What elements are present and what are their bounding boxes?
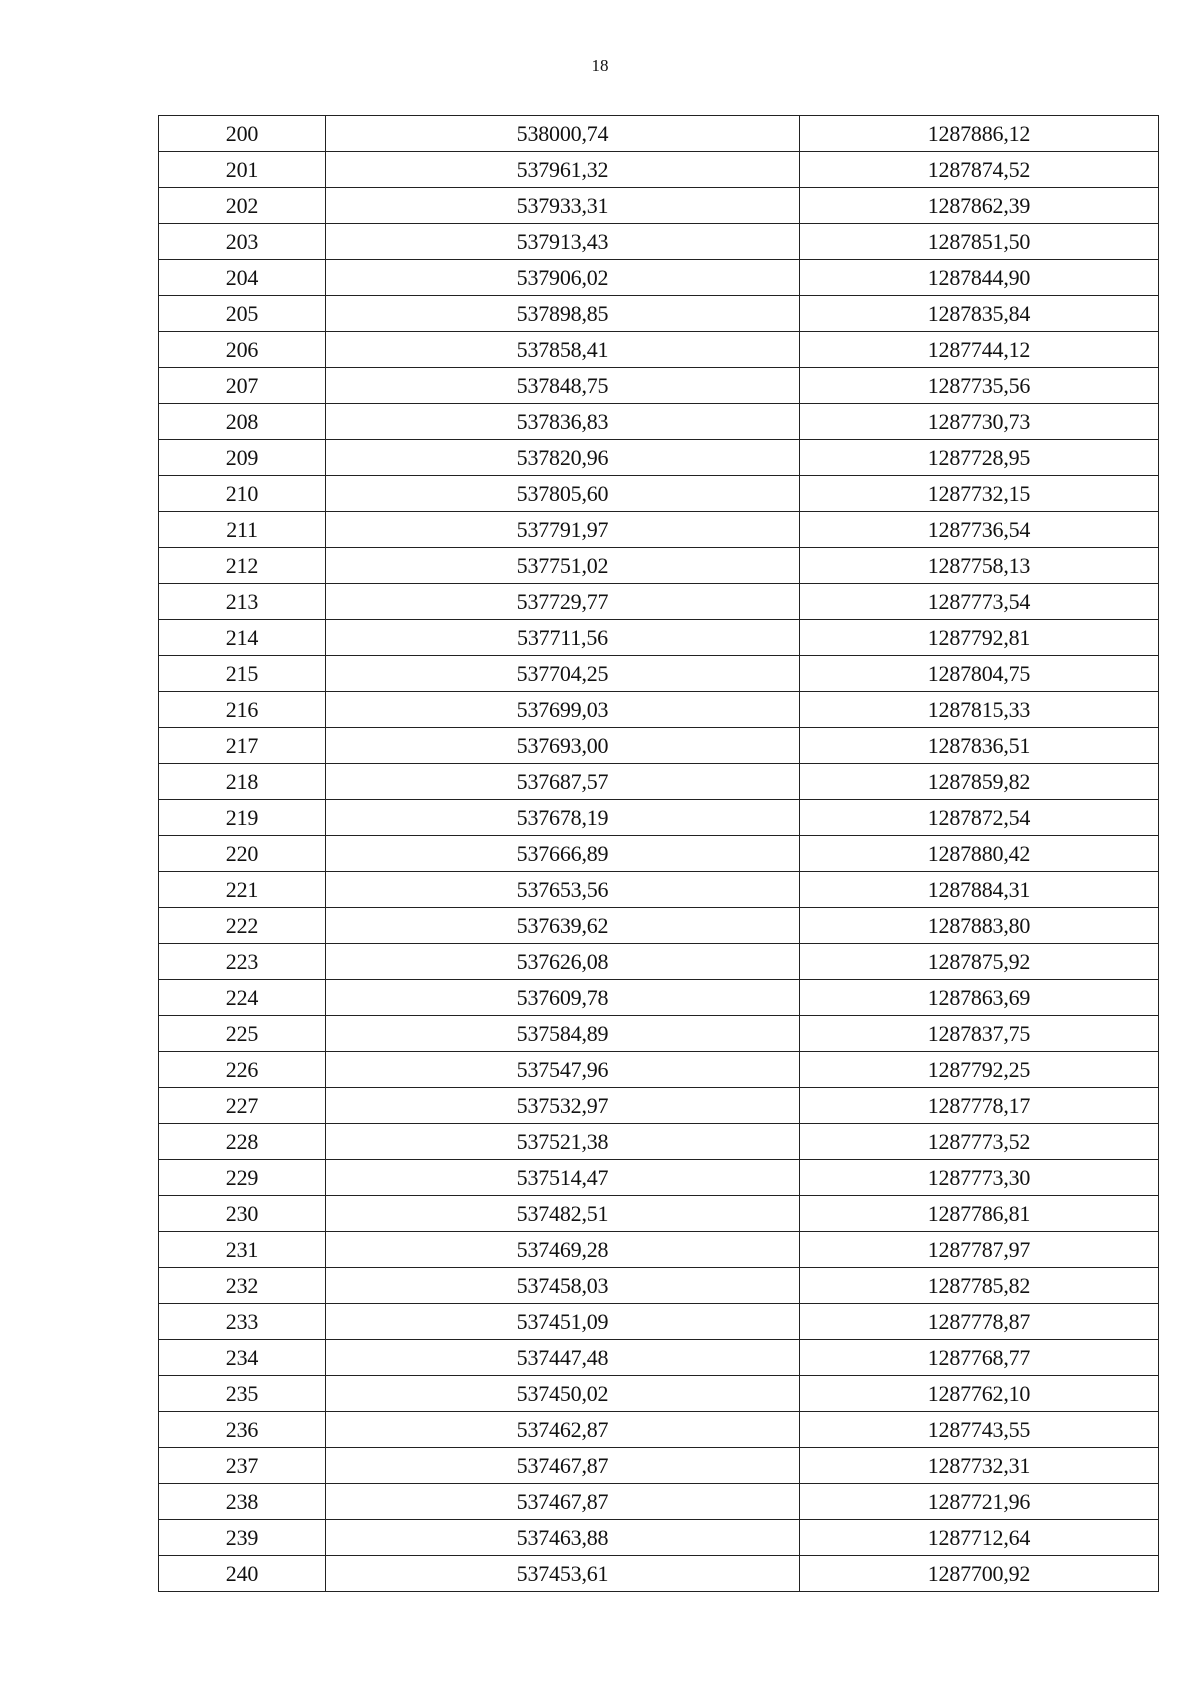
table-row [159, 620, 1159, 656]
point-number-cell: 237 [159, 1448, 326, 1484]
table-row [159, 224, 1159, 260]
y-coordinate-cell: 1287787,97 [800, 1232, 1159, 1268]
y-coordinate-cell: 1287792,25 [800, 1052, 1159, 1088]
point-number-cell: 235 [159, 1376, 326, 1412]
coordinates-table-body [159, 116, 1159, 1592]
table-row [159, 1196, 1159, 1232]
y-coordinate-cell: 1287874,52 [800, 152, 1159, 188]
x-coordinate-cell: 537678,19 [326, 800, 800, 836]
x-coordinate-cell: 537521,38 [326, 1124, 800, 1160]
point-number-cell: 210 [159, 476, 326, 512]
point-number-cell: 238 [159, 1484, 326, 1520]
table-row [159, 836, 1159, 872]
x-coordinate-cell: 537913,43 [326, 224, 800, 260]
x-coordinate-cell: 537961,32 [326, 152, 800, 188]
point-number-cell: 236 [159, 1412, 326, 1448]
y-coordinate-cell: 1287786,81 [800, 1196, 1159, 1232]
y-coordinate-cell: 1287728,95 [800, 440, 1159, 476]
table-row [159, 116, 1159, 152]
point-number-cell: 203 [159, 224, 326, 260]
y-coordinate-cell: 1287744,12 [800, 332, 1159, 368]
x-coordinate-cell: 537933,31 [326, 188, 800, 224]
point-number-cell: 214 [159, 620, 326, 656]
table-row [159, 728, 1159, 764]
point-number-cell: 211 [159, 512, 326, 548]
table-row [159, 260, 1159, 296]
x-coordinate-cell: 537514,47 [326, 1160, 800, 1196]
y-coordinate-cell: 1287732,15 [800, 476, 1159, 512]
table-row [159, 1016, 1159, 1052]
table-row [159, 908, 1159, 944]
point-number-cell: 221 [159, 872, 326, 908]
point-number-cell: 207 [159, 368, 326, 404]
table-row [159, 872, 1159, 908]
point-number-cell: 239 [159, 1520, 326, 1556]
x-coordinate-cell: 537848,75 [326, 368, 800, 404]
y-coordinate-cell: 1287872,54 [800, 800, 1159, 836]
x-coordinate-cell: 537482,51 [326, 1196, 800, 1232]
x-coordinate-cell: 537467,87 [326, 1448, 800, 1484]
table-row [159, 188, 1159, 224]
table-row [159, 584, 1159, 620]
x-coordinate-cell: 537469,28 [326, 1232, 800, 1268]
table-row [159, 1304, 1159, 1340]
y-coordinate-cell: 1287815,33 [800, 692, 1159, 728]
x-coordinate-cell: 537626,08 [326, 944, 800, 980]
y-coordinate-cell: 1287880,42 [800, 836, 1159, 872]
x-coordinate-cell: 537458,03 [326, 1268, 800, 1304]
point-number-cell: 228 [159, 1124, 326, 1160]
x-coordinate-cell: 537463,88 [326, 1520, 800, 1556]
x-coordinate-cell: 537711,56 [326, 620, 800, 656]
point-number-cell: 231 [159, 1232, 326, 1268]
y-coordinate-cell: 1287792,81 [800, 620, 1159, 656]
table-row [159, 296, 1159, 332]
x-coordinate-cell: 537858,41 [326, 332, 800, 368]
point-number-cell: 215 [159, 656, 326, 692]
point-number-cell: 212 [159, 548, 326, 584]
table-row [159, 368, 1159, 404]
table-row [159, 656, 1159, 692]
table-row [159, 764, 1159, 800]
y-coordinate-cell: 1287732,31 [800, 1448, 1159, 1484]
point-number-cell: 224 [159, 980, 326, 1016]
page-number: 18 [591, 56, 609, 75]
x-coordinate-cell: 537729,77 [326, 584, 800, 620]
x-coordinate-cell: 537450,02 [326, 1376, 800, 1412]
x-coordinate-cell: 537906,02 [326, 260, 800, 296]
y-coordinate-cell: 1287736,54 [800, 512, 1159, 548]
y-coordinate-cell: 1287721,96 [800, 1484, 1159, 1520]
table-row [159, 1520, 1159, 1556]
y-coordinate-cell: 1287836,51 [800, 728, 1159, 764]
table-row [159, 1088, 1159, 1124]
x-coordinate-cell: 537687,57 [326, 764, 800, 800]
x-coordinate-cell: 537453,61 [326, 1556, 800, 1592]
y-coordinate-cell: 1287837,75 [800, 1016, 1159, 1052]
y-coordinate-cell: 1287735,56 [800, 368, 1159, 404]
x-coordinate-cell: 537820,96 [326, 440, 800, 476]
y-coordinate-cell: 1287804,75 [800, 656, 1159, 692]
table-row [159, 1124, 1159, 1160]
table-row [159, 1412, 1159, 1448]
y-coordinate-cell: 1287712,64 [800, 1520, 1159, 1556]
table-row [159, 1376, 1159, 1412]
table-row [159, 800, 1159, 836]
y-coordinate-cell: 1287859,82 [800, 764, 1159, 800]
x-coordinate-cell: 537699,03 [326, 692, 800, 728]
table-row [159, 1052, 1159, 1088]
x-coordinate-cell: 538000,74 [326, 116, 800, 152]
table-row [159, 1340, 1159, 1376]
point-number-cell: 201 [159, 152, 326, 188]
x-coordinate-cell: 537751,02 [326, 548, 800, 584]
point-number-cell: 229 [159, 1160, 326, 1196]
point-number-cell: 225 [159, 1016, 326, 1052]
table-row [159, 1268, 1159, 1304]
point-number-cell: 232 [159, 1268, 326, 1304]
y-coordinate-cell: 1287883,80 [800, 908, 1159, 944]
point-number-cell: 216 [159, 692, 326, 728]
point-number-cell: 209 [159, 440, 326, 476]
y-coordinate-cell: 1287863,69 [800, 980, 1159, 1016]
y-coordinate-cell: 1287785,82 [800, 1268, 1159, 1304]
x-coordinate-cell: 537898,85 [326, 296, 800, 332]
x-coordinate-cell: 537666,89 [326, 836, 800, 872]
table-row [159, 692, 1159, 728]
point-number-cell: 226 [159, 1052, 326, 1088]
x-coordinate-cell: 537791,97 [326, 512, 800, 548]
point-number-cell: 227 [159, 1088, 326, 1124]
table-row [159, 980, 1159, 1016]
table-row [159, 1448, 1159, 1484]
coordinates-table [158, 115, 1159, 1592]
point-number-cell: 204 [159, 260, 326, 296]
table-row [159, 332, 1159, 368]
table-row [159, 440, 1159, 476]
point-number-cell: 219 [159, 800, 326, 836]
table-row [159, 1484, 1159, 1520]
y-coordinate-cell: 1287778,87 [800, 1304, 1159, 1340]
y-coordinate-cell: 1287743,55 [800, 1412, 1159, 1448]
x-coordinate-cell: 537639,62 [326, 908, 800, 944]
y-coordinate-cell: 1287762,10 [800, 1376, 1159, 1412]
point-number-cell: 200 [159, 116, 326, 152]
table-row [159, 1232, 1159, 1268]
point-number-cell: 206 [159, 332, 326, 368]
y-coordinate-cell: 1287835,84 [800, 296, 1159, 332]
y-coordinate-cell: 1287773,54 [800, 584, 1159, 620]
x-coordinate-cell: 537584,89 [326, 1016, 800, 1052]
point-number-cell: 205 [159, 296, 326, 332]
x-coordinate-cell: 537609,78 [326, 980, 800, 1016]
point-number-cell: 217 [159, 728, 326, 764]
point-number-cell: 233 [159, 1304, 326, 1340]
table-row [159, 152, 1159, 188]
point-number-cell: 208 [159, 404, 326, 440]
point-number-cell: 234 [159, 1340, 326, 1376]
x-coordinate-cell: 537532,97 [326, 1088, 800, 1124]
x-coordinate-cell: 537653,56 [326, 872, 800, 908]
table-row [159, 548, 1159, 584]
y-coordinate-cell: 1287862,39 [800, 188, 1159, 224]
x-coordinate-cell: 537836,83 [326, 404, 800, 440]
table-row [159, 1556, 1159, 1592]
point-number-cell: 223 [159, 944, 326, 980]
table-row [159, 476, 1159, 512]
y-coordinate-cell: 1287768,77 [800, 1340, 1159, 1376]
x-coordinate-cell: 537467,87 [326, 1484, 800, 1520]
point-number-cell: 218 [159, 764, 326, 800]
x-coordinate-cell: 537704,25 [326, 656, 800, 692]
x-coordinate-cell: 537462,87 [326, 1412, 800, 1448]
y-coordinate-cell: 1287886,12 [800, 116, 1159, 152]
y-coordinate-cell: 1287773,52 [800, 1124, 1159, 1160]
y-coordinate-cell: 1287758,13 [800, 548, 1159, 584]
y-coordinate-cell: 1287875,92 [800, 944, 1159, 980]
x-coordinate-cell: 537693,00 [326, 728, 800, 764]
table-row [159, 512, 1159, 548]
table-row [159, 1160, 1159, 1196]
y-coordinate-cell: 1287773,30 [800, 1160, 1159, 1196]
x-coordinate-cell: 537447,48 [326, 1340, 800, 1376]
y-coordinate-cell: 1287851,50 [800, 224, 1159, 260]
x-coordinate-cell: 537805,60 [326, 476, 800, 512]
y-coordinate-cell: 1287778,17 [800, 1088, 1159, 1124]
x-coordinate-cell: 537547,96 [326, 1052, 800, 1088]
table-row [159, 404, 1159, 440]
y-coordinate-cell: 1287730,73 [800, 404, 1159, 440]
y-coordinate-cell: 1287884,31 [800, 872, 1159, 908]
point-number-cell: 230 [159, 1196, 326, 1232]
point-number-cell: 220 [159, 836, 326, 872]
x-coordinate-cell: 537451,09 [326, 1304, 800, 1340]
point-number-cell: 213 [159, 584, 326, 620]
point-number-cell: 222 [159, 908, 326, 944]
y-coordinate-cell: 1287844,90 [800, 260, 1159, 296]
point-number-cell: 240 [159, 1556, 326, 1592]
y-coordinate-cell: 1287700,92 [800, 1556, 1159, 1592]
table-row [159, 944, 1159, 980]
point-number-cell: 202 [159, 188, 326, 224]
